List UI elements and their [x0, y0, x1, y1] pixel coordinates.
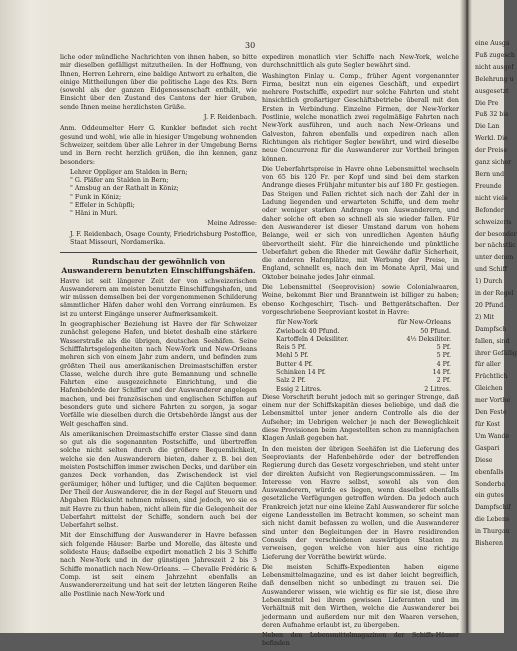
table-row: [262, 361, 459, 369]
teacher-list: [60, 169, 257, 219]
page-number: 30: [245, 41, 256, 50]
facing-page-line: ausgesetzt: [475, 87, 509, 95]
address: J. F. Reidenbach, Osage County, Friedrichsburg Postoffice, Staat Missouri, Nordamerika.: [70, 230, 257, 247]
book-spine-fold: [460, 0, 472, 633]
table-row: [262, 344, 459, 352]
table-cell: 4 Pf.: [436, 360, 451, 368]
facing-page-line: Früchtlich: [475, 373, 508, 381]
paragraph: Neben den Lebensmittelmagazinen der Schiffs-Häuser befinden: [262, 632, 459, 648]
paragraph: Washington Finlay u. Comp., früher Agent vorgenannter Firma, besitzt nun ein eigenes Geschäft, und expedirt mehrere Postschiffe, expedirt nur solche Fahrten und steht hinsichtlich großartiger Geschäftsbetriebe überall mit den Ersten in Verbindung. Einzelne Firmen, der New-Yorker Postlinie, welche monatlich zwei regelmäßige Fahrten nach New-York ausführen, und auch nach New-Orleans und Galveston, fahren ebenfalls und expediren nach allen Richtungen als richtiger Segler bewährt, und wird dieselbe neue Concurrenz für die Auswanderer zur Vortheil bringen können.: [262, 72, 459, 163]
list-item: " Effeler in Schüpfli;: [70, 202, 135, 210]
facing-page-line: die Lebens: [475, 516, 510, 524]
facing-page-line: Diese: [475, 456, 493, 464]
section-heading: Rundschau der gewöhnlich von Auswanderern benutzten Einschiffungshäfen.: [61, 256, 256, 275]
facing-page-line: für aller: [475, 361, 501, 369]
list-item: " G. Pläfer am Stalden in Bern;: [70, 177, 169, 185]
facing-page-line: Gleichen: [475, 385, 503, 393]
facing-page-line: ebenfalls: [475, 468, 504, 476]
facing-page-lines: [472, 38, 517, 550]
provision-table: [262, 319, 459, 394]
address-label: Meine Adresse:: [207, 219, 257, 227]
facing-page-line: Die Pre: [475, 99, 499, 107]
table-row: [262, 352, 459, 360]
right-column: [262, 54, 459, 651]
facing-page-line: Fuß 32 bis: [475, 111, 509, 119]
table-header: [262, 319, 459, 327]
table-cell: 14 Pf.: [432, 368, 451, 376]
table-cell: 4½ Deksiliter.: [406, 335, 451, 343]
signature: J. F. Reidenbach.: [203, 114, 257, 122]
facing-page-line: der Preise: [475, 147, 508, 155]
table-cell: Butter 4 Pf.: [276, 360, 313, 368]
facing-page-line: schweizeris: [475, 218, 512, 226]
list-item: " Funk in Köniz;: [70, 193, 122, 201]
facing-page-line: in der Regel: [475, 290, 514, 298]
table-cell: Salz 2 Pf.: [276, 377, 306, 385]
table-row: [262, 336, 459, 344]
facing-page-line: mer Vorthe: [475, 397, 511, 405]
table-header-cell: für New-Orleans: [397, 319, 451, 327]
facing-page-line: Dampfschif: [475, 504, 511, 512]
facing-page-line: nicht viele: [475, 194, 508, 202]
table-cell: 5 Pf.: [436, 352, 451, 360]
table-row: [262, 377, 459, 385]
paragraph: Diese Vorschrift beruht jedoch mit so geringer Strenge, daß einem nur der Schiffskapitän dieses beliebige, und daß die Lebensmittel unter jener andern Controlle als die der Aufseher; im Uebrigen welcher je nach der Beweglichkeit diese Provisionen beim Angestellten schon zu mannigfachen Klagen Anlaß gegeben hat.: [262, 393, 459, 443]
list-item: " Amsbug an der Rathalt in Köniz;: [70, 185, 179, 193]
page-edge-shadow: [0, 0, 50, 633]
paragraph: expediren monatlich vier Schiffe nach New-York, welche durchschnittlich als gute Segler bewährt sind.: [262, 54, 459, 70]
facing-page-line: Bern und: [475, 170, 505, 178]
facing-page-line: und Schiff: [475, 266, 507, 274]
facing-page-line: Die Lan: [475, 123, 500, 131]
table-row: [262, 386, 459, 394]
table-cell: Kartoffeln 4 Deksiliter.: [276, 335, 349, 343]
paragraph: Mit der Einschiffung der Auswanderer in Havre befassen sich folgende Häuser: Barbe und Morelle, das älteste und solideste Haus; daßselbe expedirt monatlich 2 bis 3 Schiffe nach New-York und in der günstigen Jahreszeit 2 bis 3 Schiffe monatlich nach New-Orleans. — Chevalle Frédéric & Comp. ist seit einem Jahrzehnt ebenfalls an Auswandererzeitung und hat seit der letzten längeren Reihe alle Postlinie nach New-York und: [60, 532, 257, 598]
facing-page-line: ber nächstlic: [475, 242, 516, 250]
facing-page-line: nicht ausgef: [475, 63, 514, 71]
table-cell: Schinken 14 Pf.: [276, 368, 326, 376]
paragraph: Die Ueberfahrtspreise in Havre ohne Lebensmittel wechseln von 65 bis 120 Fr. per Kopf und sind bei dem starken Andrange dieses Frühjahr mitunter bis auf 180 Fr. gestiegen. Das Steigen und Fallen richtet sich nach der Zahl der in Ladung liegenden und erwarteten Schiffe, und dem mehr oder weniger starken Andrange von Auswanderern, und daher solche oft eben so schnell als sie wieder fallen. Für den Auswanderer ist dieser Umstand darum von hohem Belange, weil er sich von unredlichen Agenten häufig übervortheilt sieht. Für die hinreichende und pünktliche Ueberfahrt geben die Rheder mit Gewähr dafür Sicherheit, die anderen Hafenplätze, mit Werbung der Preise, in England, schnellt es, nach den im Monate April, Mai und Oktober beinahe jedes Jahr einmal.: [262, 165, 459, 281]
facing-page-line: Um Wande: [475, 432, 510, 440]
table-cell: 2 Litres.: [424, 385, 451, 393]
facing-page-line: Werkl. Die: [475, 135, 508, 143]
facing-page-line: eine Ausga: [475, 40, 510, 47]
facing-page-line: 1) Durch: [475, 278, 503, 286]
annotation-paragraph: Anm. Oddeumelter Herr G. Kunkler befindet sich recht gesund und wohl, wie alle in hiesiger Umgebung wohnenden Schweizer, seitdem über alle Lehrer in der Umgebung Berns und in Bern recht herzlich grüßen, die ihn kennen, ganz besonders:: [60, 125, 257, 166]
facing-page-line: Fuß zugesch: [475, 51, 515, 59]
facing-page-line: Sonderba: [475, 480, 506, 488]
table-cell: Reis 5 Pf.: [276, 344, 307, 352]
table-header-cell: für New-York: [276, 319, 318, 327]
facing-page-line: ihrer Gefällig: [475, 349, 517, 357]
table-row: [262, 328, 459, 336]
facing-page-line: Befonder: [475, 206, 504, 214]
facing-page-fragment: [472, 0, 517, 633]
paragraph: Die meisten Schiffs-Expedienten haben eigene Lebensmittelmagazine, und es ist daher leicht begreiflich, daß denselben nicht so unbedingt zu trauen sei. Die Auswanderer wissen, wie wichtig es für sie ist, diese ihre Lebensmittel bei ihrem gewissen Lieferanten und im Verhältniß mit den Wirthen, welche die Auswanderer bei jedermann und außerdem nur mit den Waaren versehen, deren Aufnahme erlaubt ist, zu übergeben.: [262, 563, 459, 629]
table-cell: Essig 2 Litres.: [276, 385, 322, 393]
table-cell: 5 Pf.: [436, 344, 451, 352]
intro-paragraph: liche oder mündliche Nachrichten von ihnen haben, so bitte mir dieselben gefälligst mitzutheilen. In der Hoffnung, von Ihnen, Herren Lehrern, eine baldige Antwort zu erhalten, die einige Mittheilungen über die politische Lage des Kts. Bern (sowohl als der ganzen Eidgenossenschaft enthält, wie Einsicht über den Zustand des Cantons der hier Gruben, sende Ihnen meine herzlichsten Grüße.: [60, 54, 257, 111]
list-item: Lehrer Oppliger am Stalden in Bern;: [70, 168, 188, 176]
facing-page-line: für Kost: [475, 421, 501, 428]
facing-page-line: der besonder: [475, 230, 517, 238]
table-row: [262, 369, 459, 377]
table-cell: 2 Pf.: [436, 377, 451, 385]
paragraph: Als amerikanischen Dreimastschiffe erster Classe sind dann so gut als die sogenannten Postschiffe, und übertreffen solche nicht selten durch die größere Bequemlichkeit, welche sie den Auswanderern bieten, daher z. B. bei den meisten Postschiffen immer zwischen Decks, und darüber ein ganzes Deck vorhanden, das Zwischendeck ist viel geräumiger, höher und luftiger, und die Cajüten bequemer. Der Theil der Auswanderer, die in der Regel auf Steuern und Abgaben Rücksicht nehmen müssen, sind jedoch, wo sie es mit Havre zu thun haben, nicht allein für die Gelegenheit der Ueberfahrt mittelst der Schiffe, sondern auch bei der Ueberfahrt selbst.: [60, 430, 257, 530]
paragraph: In den meisten der übrigen Seehäfen ist die Lieferung des Seeproviants der Hafenbehörde oder der betreffenden Regierung durch das Gesetz vorgeschrieben, und steht unter der direkten Aufsicht von Regierungscommissären. — Im Interesse von Havre selbst, sowohl als von den Auswanderern, würde es liegen, wenn daselbst ebenfalls gesetzliche Verfügungen getroffen würden. Da jedoch auch Frankreich jetzt nur eine kleine Zahl Auswanderer für solche eigene Landesstellen im Betracht kommen, so scheint man sich nicht damit befassen zu wollen, und die Auswanderer sind unter den Begleitungen der in Havre residirenden Consuls der verschiedenen auswärtigen Staaten zu verweisen, gegen welche von hier aus eine richtige Lieferung der Vorräthe bewirkt würde.: [262, 445, 459, 561]
facing-page-line: unter denen: [475, 254, 514, 262]
table-cell: Zwieback 40 Pfund.: [276, 327, 340, 335]
facing-page-line: Gaspari: [475, 444, 500, 452]
facing-page-line: Dampfsch: [475, 325, 507, 333]
facing-page-line: ganz sicher: [475, 159, 512, 167]
facing-page-line: fallen, sind: [475, 337, 510, 345]
table-cell: Mehl 5 Pf.: [276, 352, 309, 360]
facing-page-line: Den Feste: [475, 409, 507, 417]
paragraph: Havre ist seit längerer Zeit der von schweizerischen Auswanderern am meisten benutzte Einschiffungshafen, und wir müssen demselben bei der vorgenommenen Schilderung sämmtlicher Häfen daher wohl den Vorrang einräumen. Es ist zu unterst Eingänge unserer Aufmerksamkeit.: [60, 277, 257, 318]
paragraph: In geographischer Beziehung ist Havre der für Schweizer zunächst gelegene Hafen, und bietet deshalb eine stärkere Wasserstraße als die übrigen, deutschen Seehäfen. Seine Schifffahrtsgelegenheiten nach New-York und New-Orleans mehren sich von einem Jahr zum andern, und befinden zum größten Theil aus amerikanischen Dreimastschiffen erster Classe, welche durch ihre gute Bemannung und schnelle Fahrten eine ausgezeichnete Einrichtung, und die Hafenbehörde der Schiffer und der Auswanderer angelegen machen, und bei französischen und englischen Schiffen auf besonders gute und sichere Fahrten zu sorgen, ja sogar Vorfälle wie dieselben durch die Ortsbehörde längst aus der Welt geschaffen sind.: [60, 321, 257, 428]
list-item: " Häni in Muri.: [70, 210, 118, 218]
facing-page-line: Bisheren: [475, 540, 503, 548]
facing-page-line: 2) Mit: [475, 313, 495, 321]
facing-page-line: ein gutes: [475, 492, 504, 500]
facing-page-line: 20 Pfund.: [475, 301, 506, 309]
facing-page-line: Belehrung u: [475, 75, 514, 83]
facing-page-line: in Thurgau: [475, 528, 510, 536]
facing-page-line: Freunde: [475, 182, 502, 190]
table-cell: 50 Pfund.: [420, 327, 451, 335]
left-column: [60, 54, 257, 601]
section-divider: [60, 252, 257, 253]
paragraph: Die Lebensmittel (Seeprovision) sowie Colonialwaaren, Weine, bekommt Bier und Branntwein ist billiger zu haben; ebenso Kochgeschirr, Tisch- und Bettgerätschaften. Der vorgeschriebene Seeproviant kostet in Havre:: [262, 284, 459, 316]
